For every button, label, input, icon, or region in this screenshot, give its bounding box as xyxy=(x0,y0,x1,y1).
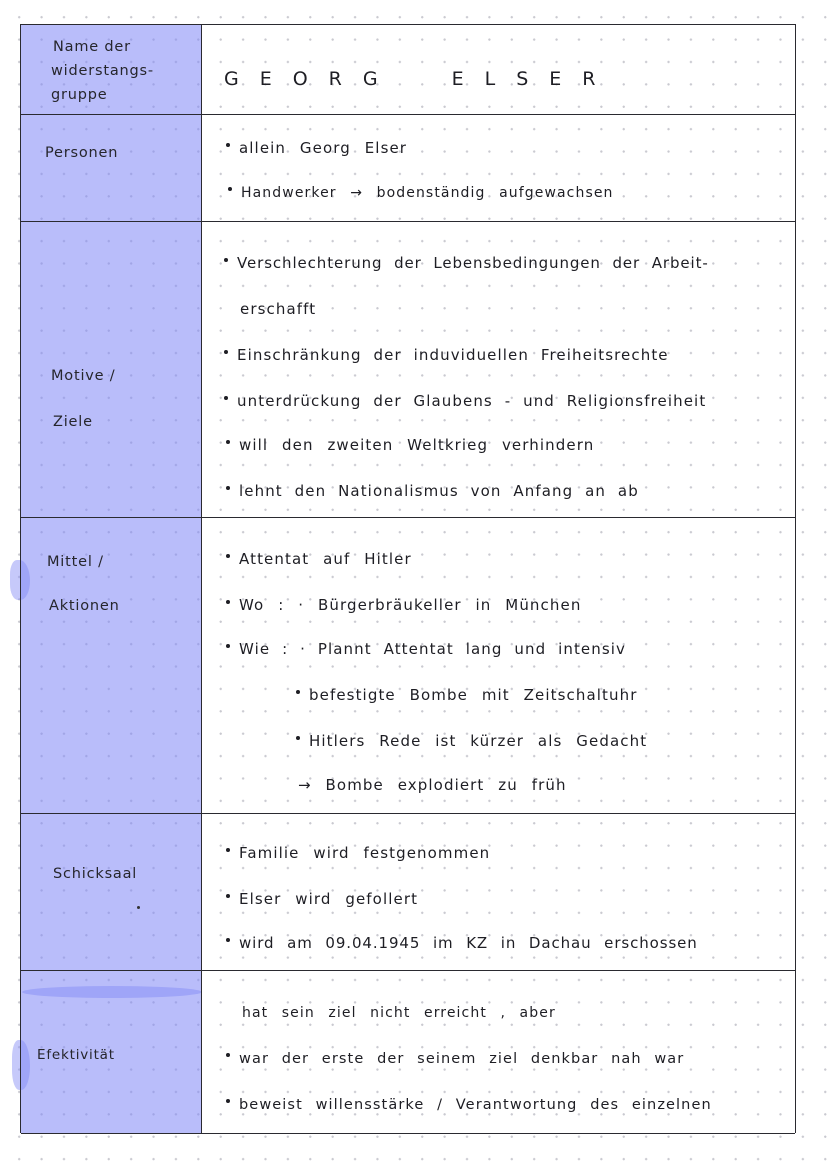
list-item xyxy=(226,934,698,952)
label-text: Aktionen xyxy=(49,598,120,614)
list-item xyxy=(226,139,407,157)
label-text: Ziele xyxy=(53,414,93,430)
item-text: unterdrückung der Glaubens - und Religionsfreiheit xyxy=(237,392,707,410)
list-item xyxy=(228,185,614,201)
row-label-schicksaal xyxy=(21,814,202,970)
item-text: hat sein ziel nicht erreicht , aber xyxy=(242,1005,556,1021)
row-content-motive xyxy=(202,222,795,517)
item-text: befestigte Bombe mit Zeitschaltuhr xyxy=(309,686,638,704)
label-text: Schicksaal xyxy=(53,866,138,882)
list-item xyxy=(226,890,418,908)
item-text: Attentat auf Hitler xyxy=(239,550,412,568)
item-text: Hitlers Rede ist kürzer als Gedacht xyxy=(309,732,648,750)
row-label-name xyxy=(21,25,202,114)
row-content-mittel xyxy=(202,518,795,813)
table-row-schicksaal xyxy=(21,814,795,971)
list-item xyxy=(226,844,490,862)
list-sub-item xyxy=(296,686,638,704)
bullet-icon xyxy=(224,350,228,354)
row-content-name xyxy=(202,25,795,114)
item-text: erschafft xyxy=(240,300,317,318)
bullet-icon xyxy=(226,486,230,490)
list-item xyxy=(224,346,669,364)
bullet-icon xyxy=(226,600,230,604)
label-text: Mittel / xyxy=(47,554,104,570)
bullet-icon xyxy=(296,736,300,740)
item-text: wird am 09.04.1945 im KZ in Dachau erschossen xyxy=(239,934,698,952)
bullet-icon xyxy=(226,440,230,444)
item-text: will den zweiten Weltkrieg verhindern xyxy=(239,436,595,454)
label-text: Efektivität xyxy=(37,1047,115,1063)
row-label-efektivitaet xyxy=(21,971,202,1133)
row-label-personen xyxy=(21,115,202,221)
label-text: Motive / xyxy=(51,368,116,384)
item-text: beweist willensstärke / Verantwortung des einzelnen xyxy=(239,1097,712,1113)
group-title: GEORG ELSER xyxy=(224,68,617,90)
row-label-motive xyxy=(21,222,202,517)
bullet-icon xyxy=(296,690,300,694)
row-label-mittel xyxy=(21,518,202,813)
label-text: gruppe xyxy=(51,87,108,103)
label-text: widerstangs- xyxy=(51,63,154,79)
bullet-icon xyxy=(226,644,230,648)
table-row-name xyxy=(21,25,795,115)
bullet-icon xyxy=(226,938,230,942)
item-text: → Bombe explodiert zu früh xyxy=(298,776,567,794)
list-sub-item xyxy=(298,776,567,794)
item-text: Handwerker → bodenständig aufgewachsen xyxy=(241,185,614,201)
item-text: lehnt den Nationalismus von Anfang an ab xyxy=(239,482,639,500)
worksheet-table xyxy=(20,24,796,1133)
bullet-icon xyxy=(228,187,232,191)
list-item xyxy=(226,596,581,614)
table-row-efektivitaet xyxy=(21,971,795,1134)
row-content-personen xyxy=(202,115,795,221)
table-row-mittel xyxy=(21,518,795,814)
bullet-icon xyxy=(226,554,230,558)
item-text: Wie : · Plannt Attentat lang und intensiv xyxy=(239,640,627,658)
bullet-icon xyxy=(226,143,230,147)
item-text: Wo : · Bürgerbräukeller in München xyxy=(239,596,582,614)
bullet-icon xyxy=(226,1053,230,1057)
list-item xyxy=(226,640,626,658)
list-item xyxy=(242,1005,556,1021)
bullet-icon xyxy=(226,848,230,852)
table-row-motive xyxy=(21,222,795,518)
list-item xyxy=(226,550,412,568)
item-text: Einschränkung der induviduellen Freiheitsrechte xyxy=(237,346,669,364)
bullet-icon xyxy=(224,258,228,262)
table-row-personen xyxy=(21,115,795,222)
item-text: allein Georg Elser xyxy=(239,139,408,157)
bullet-icon xyxy=(226,894,230,898)
item-text: war der erste der seinem ziel denkbar nah war xyxy=(239,1051,685,1067)
list-item xyxy=(226,1051,684,1067)
item-text: Familie wird festgenommen xyxy=(239,844,491,862)
list-item xyxy=(224,392,706,410)
row-content-efektivitaet xyxy=(202,971,795,1133)
list-sub-item xyxy=(296,732,647,750)
list-item xyxy=(226,436,594,454)
bullet-icon xyxy=(226,1099,230,1103)
list-item xyxy=(226,482,639,500)
list-item-continuation xyxy=(240,300,316,318)
list-item xyxy=(226,1097,712,1113)
bullet-icon xyxy=(224,396,228,400)
item-text: Elser wird gefollert xyxy=(239,890,419,908)
list-item xyxy=(224,254,709,272)
label-text: Personen xyxy=(45,145,119,161)
label-text: Name der xyxy=(53,39,131,55)
row-content-schicksaal xyxy=(202,814,795,970)
pen-dot xyxy=(137,906,140,909)
item-text: Verschlechterung der Lebensbedingungen der Arbeit- xyxy=(237,254,709,272)
